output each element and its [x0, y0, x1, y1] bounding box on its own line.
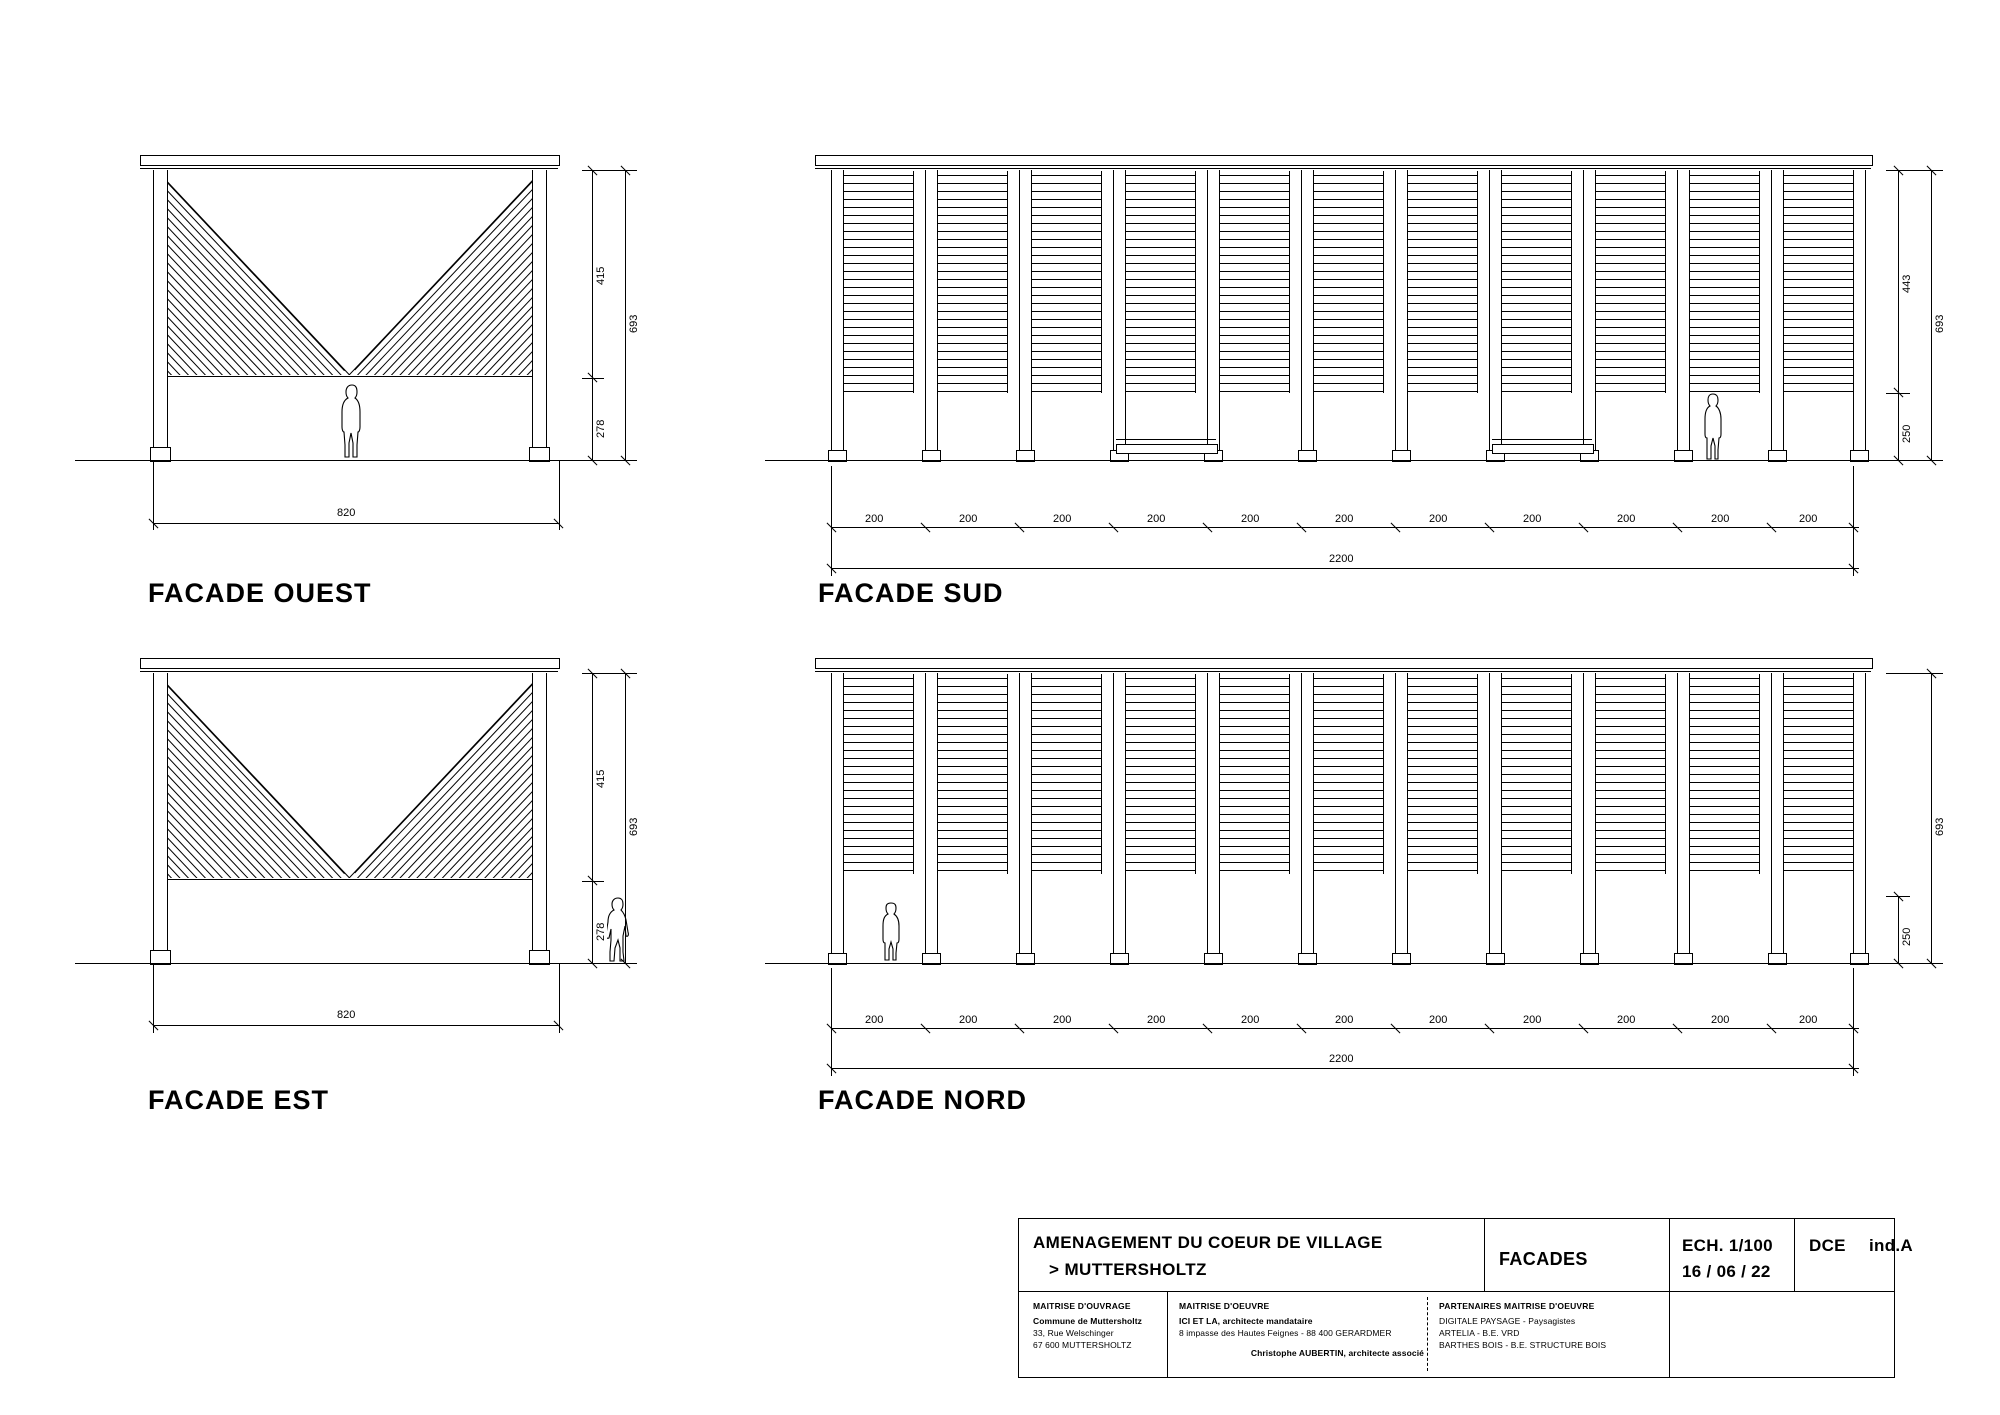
moa-line: 67 600 MUTTERSHOLTZ [1033, 1340, 1132, 1350]
dim-value: 200 [1523, 513, 1542, 525]
dim-value: 415 [595, 769, 607, 788]
bench [1116, 444, 1218, 454]
post [1301, 170, 1314, 460]
louver-panel [1028, 171, 1102, 393]
post [1677, 673, 1690, 963]
roof-line [140, 168, 558, 169]
ext-line [153, 460, 154, 530]
index-value: ind.A [1869, 1236, 1913, 1255]
facade-nord-elevation [815, 658, 1895, 1003]
bench-line [1116, 439, 1216, 440]
louver-panel [1122, 674, 1196, 874]
moe-block [1179, 1301, 1424, 1359]
louver-panel [1310, 171, 1384, 393]
ext-line [831, 466, 832, 576]
dim-value: 200 [1241, 1014, 1260, 1026]
louver-panel [1498, 674, 1572, 874]
louver-panel [1592, 674, 1666, 874]
dim-value: 200 [1429, 513, 1448, 525]
moa-line: Commune de Muttersholtz [1033, 1316, 1143, 1326]
partners-line: ARTELIA - B.E. VRD [1439, 1328, 1520, 1338]
post [1301, 673, 1314, 963]
post-left [153, 170, 168, 460]
project-title-cell [1033, 1233, 1473, 1280]
ext-line [153, 963, 154, 1033]
post [1113, 170, 1126, 460]
dim-value: 200 [1147, 513, 1166, 525]
dim-value: 200 [1711, 1014, 1730, 1026]
louver-panel [1404, 674, 1478, 874]
post-right [532, 170, 547, 460]
dim-value: 200 [1523, 1014, 1542, 1026]
dim-value: 200 [1617, 513, 1636, 525]
post [1583, 170, 1596, 460]
moe-line: 8 impasse des Hautes Feignes - 88 400 GERARDMER [1179, 1328, 1392, 1338]
facade-sud-elevation [815, 155, 1895, 500]
dim-value: 415 [595, 266, 607, 285]
post [1395, 673, 1408, 963]
dim-value: 200 [1711, 513, 1730, 525]
dim-value: 2200 [1329, 1053, 1354, 1065]
dim-value: 250 [1901, 927, 1913, 946]
bench-line [1492, 439, 1592, 440]
roof-fascia [815, 155, 1873, 166]
post [1677, 170, 1690, 460]
title-block [1018, 1218, 1913, 1378]
divider [1669, 1219, 1670, 1291]
post-right [532, 673, 547, 963]
dim-value: 693 [1934, 314, 1946, 333]
ext-line [831, 968, 832, 1076]
dim-value: 200 [1053, 1014, 1072, 1026]
facade-ouest-title: FACADE OUEST [148, 578, 372, 608]
phase-value: DCE [1809, 1236, 1846, 1255]
louver-panel [1404, 171, 1478, 393]
bench [1492, 444, 1594, 454]
post [1113, 673, 1126, 963]
dim-value: 200 [1335, 1014, 1354, 1026]
dim-value: 200 [1241, 513, 1260, 525]
ground-line [765, 963, 1925, 964]
dim-value: 693 [628, 314, 640, 333]
ext-line [1853, 968, 1854, 1076]
dim-value: 200 [1617, 1014, 1636, 1026]
louver-panel [1028, 674, 1102, 874]
post [1489, 673, 1502, 963]
dim-value: 278 [595, 922, 607, 941]
sheet-name: FACADES [1499, 1249, 1588, 1269]
ground-line [75, 963, 615, 964]
post [1771, 170, 1784, 460]
facade-est-elevation [140, 658, 580, 1003]
scale-value: ECH. 1/100 [1682, 1236, 1773, 1255]
post [1207, 673, 1220, 963]
post [831, 673, 844, 963]
post [1771, 673, 1784, 963]
divider [1669, 1291, 1670, 1377]
ext-line [559, 963, 560, 1033]
roof-fascia [815, 658, 1873, 669]
louver-panel [1122, 171, 1196, 393]
louver-panel [840, 171, 914, 393]
moe-line: Christophe AUBERTIN, architecte associé [1250, 1348, 1424, 1358]
louver-panel [934, 171, 1008, 393]
project-title-line1: AMENAGEMENT DU COEUR DE VILLAGE [1033, 1233, 1383, 1252]
post [1853, 170, 1866, 460]
post [925, 170, 938, 460]
post [1207, 170, 1220, 460]
roof-fascia [140, 658, 560, 669]
dim-value: 200 [865, 1014, 884, 1026]
partners-line: BARTHES BOIS - B.E. STRUCTURE BOIS [1439, 1340, 1607, 1350]
dim-value: 200 [959, 513, 978, 525]
person-silhouette [338, 383, 366, 461]
post [925, 673, 938, 963]
roof-line [140, 671, 558, 672]
divider [1019, 1291, 1894, 1292]
scale-date-cell [1682, 1236, 1792, 1282]
louver-panel [840, 674, 914, 874]
partners-line: DIGITALE PAYSAGE - Paysagistes [1439, 1316, 1576, 1326]
dim-value: 200 [1799, 1014, 1818, 1026]
roof-line [815, 168, 1871, 169]
dim-value: 200 [1429, 1014, 1448, 1026]
louver-panel [1310, 674, 1384, 874]
dim-value: 693 [628, 817, 640, 836]
post [1489, 170, 1502, 460]
dim-value: 200 [959, 1014, 978, 1026]
moa-block [1033, 1301, 1163, 1351]
person-silhouette [878, 901, 904, 963]
divider-dashed [1427, 1297, 1428, 1371]
post [1019, 170, 1032, 460]
dim-value: 250 [1901, 424, 1913, 443]
post [831, 170, 844, 460]
dim-value: 443 [1901, 274, 1913, 293]
roof-fascia [140, 155, 560, 166]
dim-value: 820 [337, 1009, 356, 1021]
post [1583, 673, 1596, 963]
moa-line: 33, Rue Welschinger [1033, 1328, 1114, 1338]
post [1395, 170, 1408, 460]
roof-line [815, 671, 1871, 672]
moe-heading: MAITRISE D'OEUVRE [1179, 1301, 1270, 1311]
divider [1167, 1291, 1168, 1377]
dim-value: 200 [1335, 513, 1354, 525]
partners-heading: PARTENAIRES MAITRISE D'OEUVRE [1439, 1301, 1595, 1311]
louver-panel [1216, 674, 1290, 874]
dim-value: 200 [1147, 1014, 1166, 1026]
dim-value: 200 [1799, 513, 1818, 525]
louver-panel [1592, 171, 1666, 393]
louver-panel [1686, 171, 1760, 393]
ground-line [765, 460, 1925, 461]
louver-panel [934, 674, 1008, 874]
dim-value: 2200 [1329, 553, 1354, 565]
dim-value: 278 [595, 419, 607, 438]
dim-value: 200 [1053, 513, 1072, 525]
facade-nord-title: FACADE NORD [818, 1085, 1028, 1115]
date-value: 16 / 06 / 22 [1682, 1262, 1771, 1281]
moe-line: ICI ET LA, architecte mandataire [1179, 1316, 1313, 1326]
person-silhouette [1700, 392, 1726, 462]
louver-panel [1780, 674, 1854, 874]
dim-value: 693 [1934, 817, 1946, 836]
post [1853, 673, 1866, 963]
louver-panel [1216, 171, 1290, 393]
divider [1484, 1219, 1485, 1291]
ext-line [559, 460, 560, 530]
partners-block [1439, 1301, 1669, 1351]
dim-value: 200 [865, 513, 884, 525]
gable-bottom-edge [157, 879, 543, 880]
louver-panel [1686, 674, 1760, 874]
ext-line [1853, 466, 1854, 576]
project-title-line2: > MUTTERSHOLTZ [1049, 1260, 1207, 1279]
divider [1794, 1219, 1795, 1291]
post-left [153, 673, 168, 963]
louver-panel [1498, 171, 1572, 393]
gable-bottom-edge [157, 376, 543, 377]
post [1019, 673, 1032, 963]
moa-heading: MAITRISE D'OUVRAGE [1033, 1301, 1131, 1311]
facade-ouest-elevation [140, 155, 580, 500]
facade-est-title: FACADE EST [148, 1085, 330, 1115]
facade-sud-title: FACADE SUD [818, 578, 1004, 608]
dim-value: 820 [337, 507, 356, 519]
louver-panel [1780, 171, 1854, 393]
